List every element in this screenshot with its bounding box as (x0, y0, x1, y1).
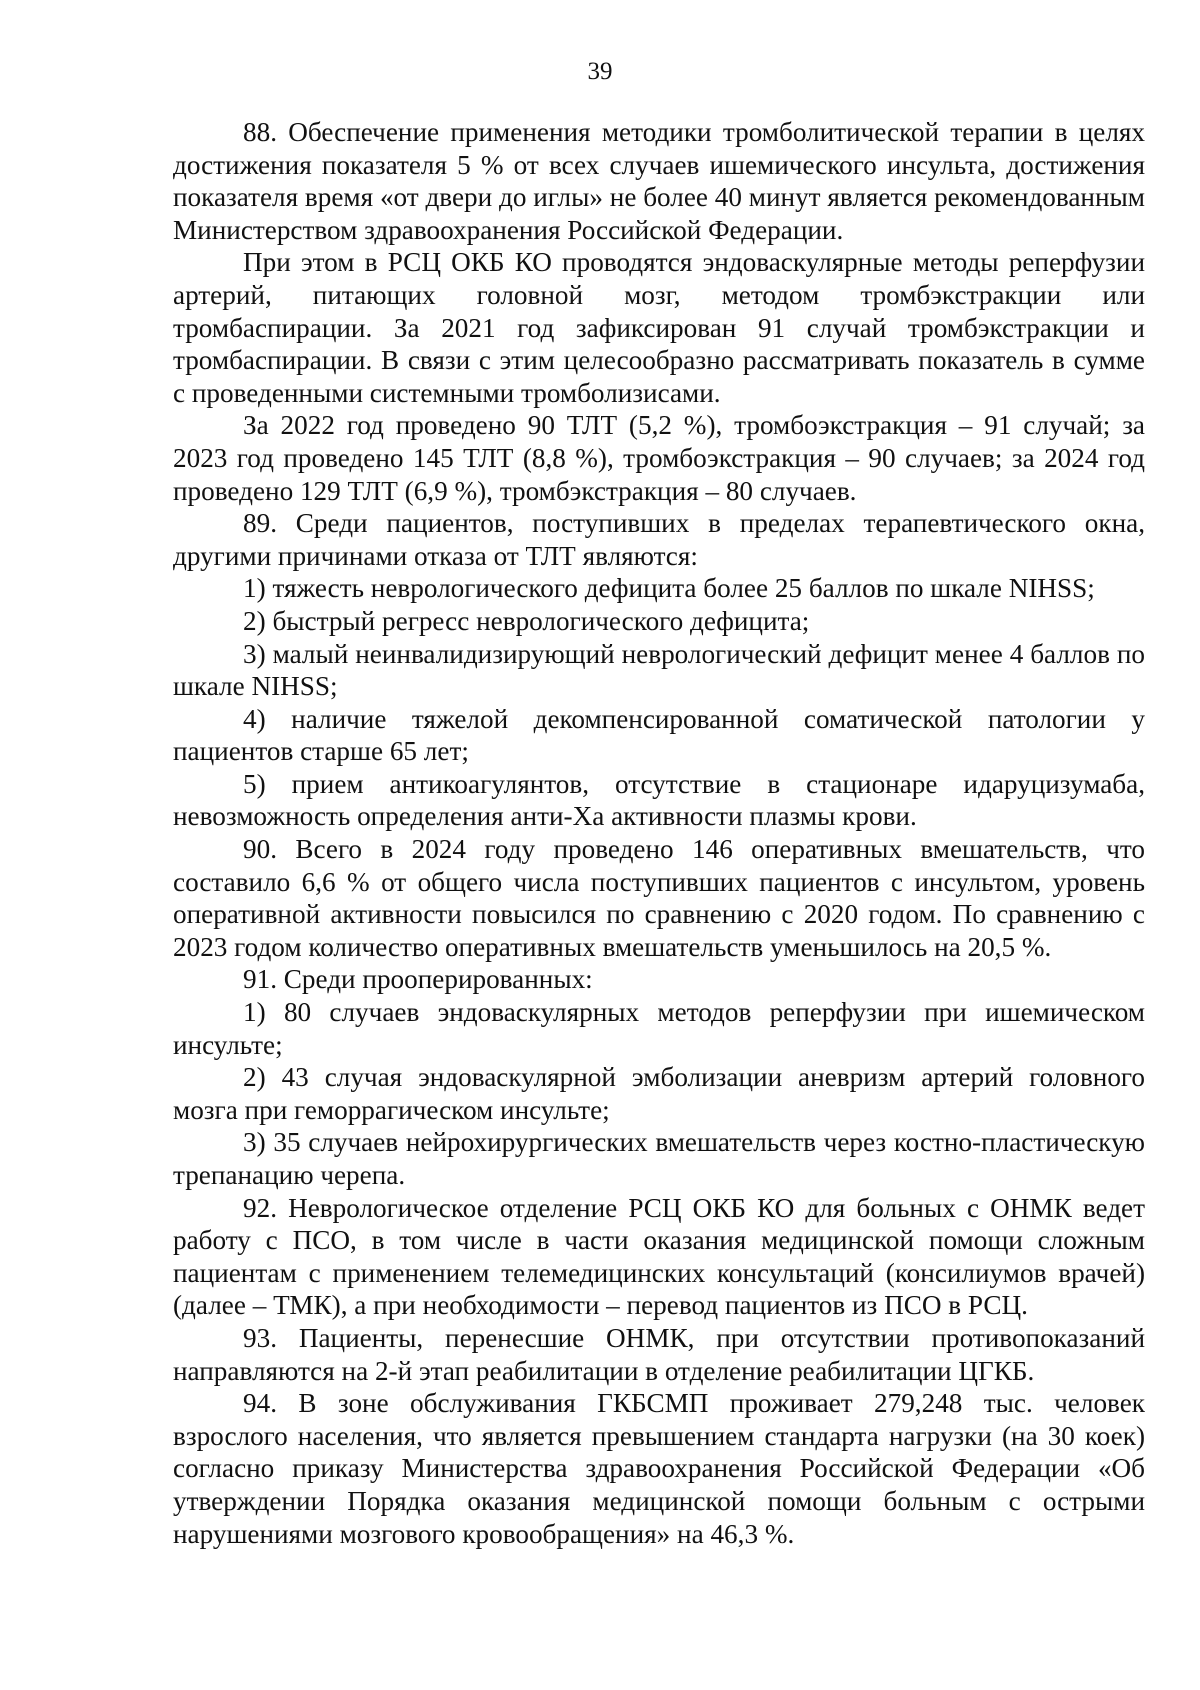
list-item-89-4: 4) наличие тяжелой декомпенсированной соматической патологии у пациентов старше 65 лет; (173, 703, 1145, 767)
list-item-91-2: 2) 43 случая эндоваскулярной эмболизации аневризм артерий головного мозга при геморрагическом инсульте; (173, 1062, 1145, 1125)
paragraph-89: 89. Среди пациентов, поступивших в пределах терапевтического окна, другими причинами отказа от ТЛТ являются: (173, 508, 1145, 571)
paragraph-93: 93. Пациенты, перенесшие ОНМК, при отсутствии противопоказаний направляются на 2-й этап реабилитации в отделение реабилитации ЦГКБ. (173, 1322, 1145, 1386)
page-number: 39 (587, 58, 613, 85)
paragraph-88-reperfusion: При этом в РСЦ ОКБ КО проводятся эндоваскулярные методы реперфузии артерий, питающих головной мозг, методом тромбэкстракции или тромбаспирации. За 2021 год зафиксирован 91 случай тромбэкстракции и тромбаспирации. В связи с этим целесообразно рассматривать показатель в сумме с проведенными системными тромболизисами. (173, 247, 1145, 408)
paragraph-88-yearly-stats: За 2022 год проведено 90 ТЛТ (5,2 %), тромбоэкстракция – 91 случай; за 2023 год проведено 145 ТЛТ (8,8 %), тромбоэкстракция – 90 случаев; за 2024 год проведено 129 ТЛТ (6,9 %), тромбэкстракция – 80 случаев. (173, 410, 1145, 506)
paragraph-88: 88. Обеспечение применения методики тромболитической терапии в целях достижения показателя 5 % от всех случаев ишемического инсульта, достижения показателя время «от двери до иглы» не более 40 минут является рекомендованным Министерством здравоохранения Российской Федерации. (173, 117, 1145, 245)
paragraph-92: 92. Неврологическое отделение РСЦ ОКБ КО для больных с ОНМК ведет работу с ПСО, в том числе в части оказания медицинской помощи сложным пациентам с применением телемедицинских консультаций (консилиумов врачей) (далее – ТМК), а при необходимости – перевод пациентов из ПСО в РСЦ. (173, 1192, 1145, 1321)
list-item-91-1: 1) 80 случаев эндоваскулярных методов реперфузии при ишемическом инсульте; (173, 997, 1145, 1060)
list-item-89-5: 5) прием антикоагулянтов, отсутствие в стационаре идаруцизумаба, невозможность определения анти-Ха активности плазмы крови. (173, 768, 1145, 832)
document-body (173, 116, 1145, 1550)
paragraph-94: 94. В зоне обслуживания ГКБСМП проживает 279,248 тыс. человек взрослого населения, что является превышением стандарта нагрузки (на 30 коек) согласно приказу Министерства здравоохранения Российской Федерации «Об утверждении Порядка оказания медицинской помощи больным с острыми нарушениями мозгового кровообращения» на 46,3 %. (173, 1388, 1145, 1549)
list-item-89-3: 3) малый неинвалидизирующий неврологический дефицит менее 4 баллов по шкале NIHSS; (173, 638, 1145, 702)
list-item-89-2: 2) быстрый регресс неврологического дефицита; (243, 605, 810, 636)
list-item-91-3: 3) 35 случаев нейрохирургических вмешательств через костно-пластическую трепанацию черепа. (173, 1127, 1145, 1190)
paragraph-90: 90. Всего в 2024 году проведено 146 оперативных вмешательств, что составило 6,6 % от общего числа поступивших пациентов с инсультом, уровень оперативной активности повысился по сравнению с 2020 годом. По сравнению с 2023 годом количество оперативных вмешательств уменьшилось на 20,5 %. (173, 834, 1145, 962)
list-item-89-1: 1) тяжесть неврологического дефицита более 25 баллов по шкале NIHSS; (243, 573, 1095, 604)
paragraph-91: 91. Среди прооперированных: (243, 964, 593, 995)
